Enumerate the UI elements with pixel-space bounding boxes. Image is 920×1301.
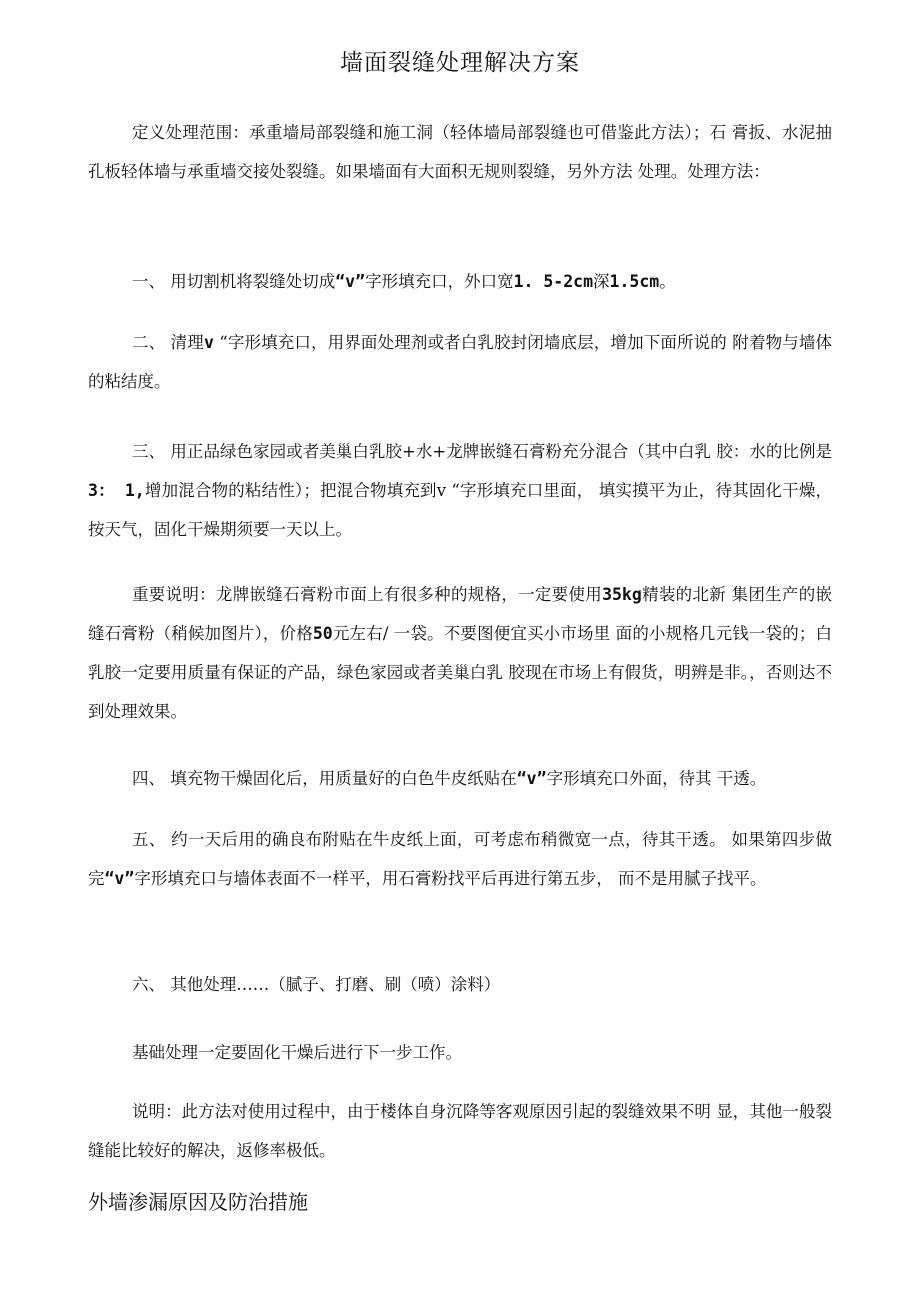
note-package-size: 35kg [602, 585, 642, 604]
step-2-rest: “字形填充口，用界面处理剂或者白乳胶封闭墙底层，增加下面所说的 附着物与墙体的粘结度。 [88, 333, 832, 391]
step-2-prefix: 二、 清理 [132, 333, 204, 352]
step-2-paragraph [88, 323, 832, 401]
step-5-paragraph [88, 820, 832, 898]
step-4-v-mark: “v” [516, 769, 547, 788]
step-1-middle: 字形填充口，外口宽 [365, 272, 514, 291]
note-prefix: 重要说明：龙牌嵌缝石膏粉市面上有很多种的规格，一定要使用 [132, 585, 603, 604]
important-note-paragraph [88, 575, 832, 731]
step-5-prefix: 五、 约一天后用的确良布附贴在牛皮纸上面，可考虑布稍微宽一点，待其干透。 如果第四步做完 [88, 830, 832, 888]
note-price: 50 [312, 624, 333, 643]
step-3-ratio: 3： 1, [88, 481, 145, 500]
step-1-depth: 1.5cm [609, 272, 660, 291]
step-4-prefix: 四、 填充物干燥固化后，用质量好的白色牛皮纸贴在 [132, 769, 517, 788]
step-2-v-mark: v [203, 333, 214, 352]
step-3-rest: 增加混合物的粘结性）；把混合物填充到v “字形填充口里面， 填实摸平为止，待其固化干燥，按天气，固化干燥期须要一天以上。 [88, 481, 832, 539]
note-middle: 精装的北新 集团生产的嵌缝石膏粉（稍候加图片），价格 [88, 585, 833, 643]
step-5-v-mark: “v” [104, 869, 135, 888]
step-1-width: 1. 5-2cm [513, 272, 594, 291]
note-rest: 元左右/ 一袋。不要图便宜买小市场里 面的小规格几元钱一袋的；白乳胶一定要用质量有保证的产品，绿色家园或者美巢白乳 胶现在市场上有假货，明辨是非。，否则达不到处理效果。 [88, 624, 832, 721]
step-4-rest: 字形填充口外面，待其 干透。 [546, 769, 767, 788]
base-note-paragraph: 基础处理一定要固化干燥后进行下一步工作。 [132, 1043, 462, 1062]
step-5-rest: 字形填充口与墙体表面不一样平，用石膏粉找平后再进行第五步， 而不是用腻子找平。 [134, 869, 767, 888]
document-title: 墙面裂缝处理解决方案 [340, 50, 580, 76]
step-1-depth-label: 深 [593, 272, 610, 291]
step-6-paragraph: 六、 其他处理……（腻子、打磨、刷（喷）涂料） [132, 975, 501, 994]
explanation-paragraph: 说明：此方法对使用过程中，由于楼体自身沉降等客观原因引起的裂缝效果不明 显，其他一般裂缝能比较好的解决，返修率极低。 [88, 1102, 832, 1160]
step-1-paragraph [88, 262, 832, 301]
step-1-v-mark: “v” [335, 272, 366, 291]
step-3-prefix: 三、 用正品绿色家园或者美巢白乳胶+水+龙牌嵌缝石膏粉充分混合（其中白乳 胶：水的比例是 [132, 442, 832, 461]
intro-paragraph: 定义处理范围：承重墙局部裂缝和施工洞（轻体墙局部裂缝也可借鉴此方法）；石 膏扳、水泥抽孔板轻体墙与承重墙交接处裂缝。如果墙面有大面积无规则裂缝，另外方法 处理。处理方法： [88, 123, 832, 181]
next-section-title: 外墙渗漏原因及防治措施 [88, 1190, 308, 1214]
step-4-paragraph [88, 759, 832, 798]
step-1-prefix: 一、 用切割机将裂缝处切成 [132, 272, 336, 291]
step-1-end: 。 [659, 272, 676, 291]
step-3-paragraph [88, 432, 832, 549]
